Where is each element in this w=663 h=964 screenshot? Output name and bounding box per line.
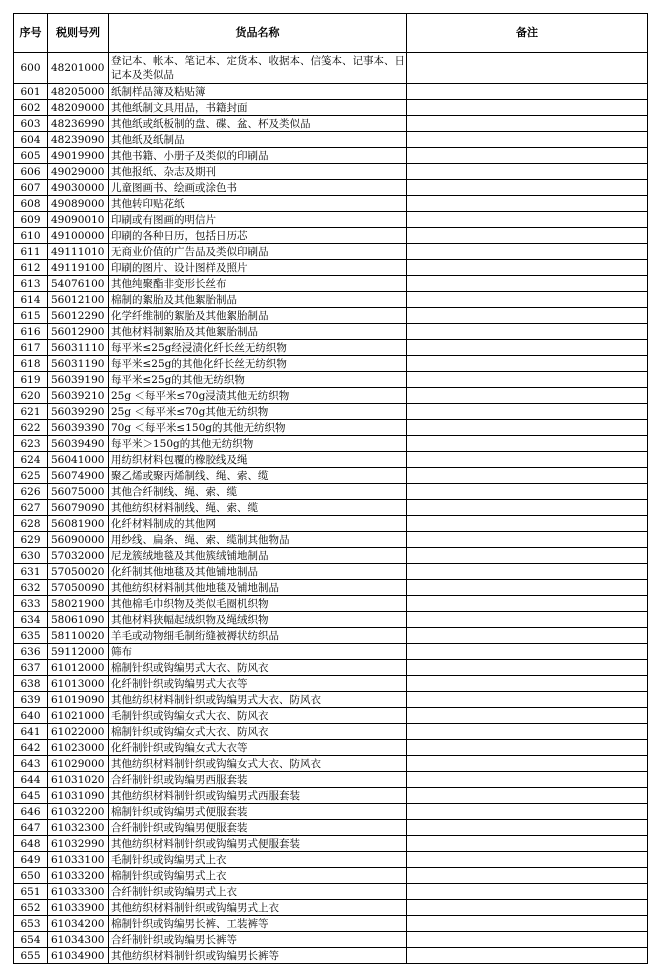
table-row: [14, 772, 648, 788]
row-note: [407, 388, 648, 404]
row-name: 化纤制其他地毯及其他铺地制品: [109, 564, 407, 580]
table-row: [14, 388, 648, 404]
row-name: 其他材料狭幅起绒织物及绳绒织物: [109, 612, 407, 628]
row-note: [407, 580, 648, 596]
row-seq: 621: [14, 404, 48, 420]
row-note: [407, 452, 648, 468]
table-row: [14, 836, 648, 852]
row-note: [407, 772, 648, 788]
row-note: [407, 548, 648, 564]
row-name: 毛制针织或钩编女式大衣、防风衣: [109, 708, 407, 724]
row-seq: 614: [14, 292, 48, 308]
row-code: 49019900: [48, 148, 109, 164]
header-note: 备注: [407, 14, 648, 53]
row-code: 58061090: [48, 612, 109, 628]
row-seq: 607: [14, 180, 48, 196]
row-name: 化纤制针织或钩编女式大衣等: [109, 740, 407, 756]
row-seq: 653: [14, 916, 48, 932]
table-row: [14, 532, 648, 548]
table-row: [14, 868, 648, 884]
row-note: [407, 260, 648, 276]
table-row: [14, 820, 648, 836]
row-seq: 632: [14, 580, 48, 596]
table-row: [14, 148, 648, 164]
header-code: 税则号列: [48, 14, 109, 53]
table-row: [14, 612, 648, 628]
row-code: 61032200: [48, 804, 109, 820]
row-name: 化纤制针织或钩编男式大衣等: [109, 676, 407, 692]
header-row: [14, 14, 648, 53]
row-code: 61023000: [48, 740, 109, 756]
row-seq: 646: [14, 804, 48, 820]
row-name: 化纤材料制成的其他网: [109, 516, 407, 532]
row-note: [407, 292, 648, 308]
table-row: [14, 628, 648, 644]
table-row: [14, 356, 648, 372]
row-seq: 627: [14, 500, 48, 516]
row-seq: 616: [14, 324, 48, 340]
row-name: 合纤制针织或钩编男便服套装: [109, 820, 407, 836]
table-row: [14, 788, 648, 804]
row-note: [407, 708, 648, 724]
row-code: 61031090: [48, 788, 109, 804]
table-row: [14, 420, 648, 436]
row-code: 61033300: [48, 884, 109, 900]
table-row: [14, 660, 648, 676]
row-note: [407, 740, 648, 756]
row-seq: 625: [14, 468, 48, 484]
row-name: 棉制针织或钩编女式大衣、防风衣: [109, 724, 407, 740]
header-seq: 序号: [14, 14, 48, 53]
row-note: [407, 340, 648, 356]
table-row: [14, 564, 648, 580]
row-note: [407, 132, 648, 148]
row-code: 56039190: [48, 372, 109, 388]
row-name: 其他转印贴花纸: [109, 196, 407, 212]
row-seq: 643: [14, 756, 48, 772]
row-note: [407, 420, 648, 436]
row-name: 其他纺织材料制其他地毯及铺地制品: [109, 580, 407, 596]
row-name: 其他合纤制线、绳、索、缆: [109, 484, 407, 500]
row-seq: 654: [14, 932, 48, 948]
row-seq: 618: [14, 356, 48, 372]
row-name: 用纺织材料包覆的橡胶线及绳: [109, 452, 407, 468]
table-row: [14, 260, 648, 276]
row-note: [407, 148, 648, 164]
row-seq: 629: [14, 532, 48, 548]
table-row: [14, 740, 648, 756]
row-seq: 613: [14, 276, 48, 292]
row-seq: 602: [14, 100, 48, 116]
row-code: 56031110: [48, 340, 109, 356]
row-seq: 622: [14, 420, 48, 436]
row-seq: 642: [14, 740, 48, 756]
row-seq: 648: [14, 836, 48, 852]
row-code: 56012900: [48, 324, 109, 340]
row-name: 25g ＜每平米≤70g其他无纺织物: [109, 404, 407, 420]
row-name: 棉制针织或钩编男式便服套装: [109, 804, 407, 820]
row-code: 49090010: [48, 212, 109, 228]
row-note: [407, 820, 648, 836]
row-name: 其他纸或纸板制的盘、碟、盆、杯及类似品: [109, 116, 407, 132]
row-code: 61012000: [48, 660, 109, 676]
row-seq: 635: [14, 628, 48, 644]
table-row: [14, 708, 648, 724]
table-row: [14, 596, 648, 612]
row-seq: 624: [14, 452, 48, 468]
table-row: [14, 212, 648, 228]
row-code: 56039490: [48, 436, 109, 452]
row-name: 每平米≤25g经浸渍化纤长丝无纺织物: [109, 340, 407, 356]
row-seq: 600: [14, 53, 48, 84]
table-row: [14, 324, 648, 340]
row-name: 化学纤维制的絮胎及其他絮胎制品: [109, 308, 407, 324]
row-name: 其他报纸、杂志及期刊: [109, 164, 407, 180]
table-row: [14, 404, 648, 420]
row-code: 61021000: [48, 708, 109, 724]
table-row: [14, 116, 648, 132]
row-seq: 623: [14, 436, 48, 452]
row-seq: 620: [14, 388, 48, 404]
row-seq: 638: [14, 676, 48, 692]
row-note: [407, 836, 648, 852]
row-name: 羊毛或动物细毛制绗缝被褥状纺织品: [109, 628, 407, 644]
table-row: [14, 292, 648, 308]
row-note: [407, 244, 648, 260]
table-row: [14, 53, 648, 84]
row-name: 合纤制针织或钩编男长裤等: [109, 932, 407, 948]
row-note: [407, 276, 648, 292]
table-row: [14, 452, 648, 468]
row-code: 61033200: [48, 868, 109, 884]
table-row: [14, 948, 648, 964]
row-name: 其他纺织材料制针织或钩编男长裤等: [109, 948, 407, 964]
row-code: 49029000: [48, 164, 109, 180]
row-name: 其他棉毛巾织物及类似毛圈机织物: [109, 596, 407, 612]
row-seq: 619: [14, 372, 48, 388]
goods-table: [13, 13, 648, 964]
row-note: [407, 180, 648, 196]
row-name: 毛制针织或钩编男式上衣: [109, 852, 407, 868]
row-name: 合纤制针织或钩编男式上衣: [109, 884, 407, 900]
row-note: [407, 372, 648, 388]
row-note: [407, 516, 648, 532]
row-code: 49089000: [48, 196, 109, 212]
table-row: [14, 724, 648, 740]
row-note: [407, 916, 648, 932]
row-name: 其他书籍、小册子及类似的印刷品: [109, 148, 407, 164]
table-row: [14, 228, 648, 244]
table-row: [14, 900, 648, 916]
row-name: 其他纺织材料制针织或钩编男式便服套装: [109, 836, 407, 852]
row-code: 49119100: [48, 260, 109, 276]
table-row: [14, 340, 648, 356]
row-seq: 636: [14, 644, 48, 660]
row-code: 61013000: [48, 676, 109, 692]
row-name: 每平米＞150g的其他无纺织物: [109, 436, 407, 452]
row-note: [407, 116, 648, 132]
row-code: 61019090: [48, 692, 109, 708]
row-note: [407, 564, 648, 580]
row-name: 纸制样品簿及粘贴簿: [109, 84, 407, 100]
row-code: 56031190: [48, 356, 109, 372]
row-code: 48209000: [48, 100, 109, 116]
row-note: [407, 356, 648, 372]
row-code: 58021900: [48, 596, 109, 612]
row-seq: 639: [14, 692, 48, 708]
row-code: 49111010: [48, 244, 109, 260]
row-note: [407, 644, 648, 660]
row-note: [407, 788, 648, 804]
row-code: 54076100: [48, 276, 109, 292]
row-code: 56012290: [48, 308, 109, 324]
row-code: 57032000: [48, 548, 109, 564]
table-body: [14, 53, 648, 964]
table-row: [14, 244, 648, 260]
row-seq: 609: [14, 212, 48, 228]
row-code: 61032300: [48, 820, 109, 836]
row-name: 其他纺织材料制针织或钩编男式上衣: [109, 900, 407, 916]
row-code: 59112000: [48, 644, 109, 660]
row-seq: 608: [14, 196, 48, 212]
row-code: 61033100: [48, 852, 109, 868]
row-note: [407, 500, 648, 516]
row-name: 25g ＜每平米≤70g浸渍其他无纺织物: [109, 388, 407, 404]
row-note: [407, 932, 648, 948]
row-note: [407, 676, 648, 692]
row-code: 61034200: [48, 916, 109, 932]
row-seq: 633: [14, 596, 48, 612]
row-name: 尼龙簇绒地毯及其他簇绒铺地制品: [109, 548, 407, 564]
table-row: [14, 196, 648, 212]
row-code: 56090000: [48, 532, 109, 548]
row-code: 57050020: [48, 564, 109, 580]
table-row: [14, 308, 648, 324]
row-seq: 630: [14, 548, 48, 564]
row-note: [407, 660, 648, 676]
table-row: [14, 132, 648, 148]
row-name: 印刷的图片、设计图样及照片: [109, 260, 407, 276]
table-row: [14, 100, 648, 116]
table-row: [14, 644, 648, 660]
table-row: [14, 500, 648, 516]
row-code: 48201000: [48, 53, 109, 84]
table-row: [14, 436, 648, 452]
row-seq: 649: [14, 852, 48, 868]
row-name: 合纤制针织或钩编男西服套装: [109, 772, 407, 788]
row-code: 56012100: [48, 292, 109, 308]
row-seq: 647: [14, 820, 48, 836]
row-seq: 612: [14, 260, 48, 276]
row-name: 每平米≤25g的其他无纺织物: [109, 372, 407, 388]
row-note: [407, 852, 648, 868]
table-row: [14, 84, 648, 100]
row-seq: 615: [14, 308, 48, 324]
row-note: [407, 948, 648, 964]
row-name: 其他纺织材料制线、绳、索、缆: [109, 500, 407, 516]
row-note: [407, 532, 648, 548]
table-row: [14, 852, 648, 868]
row-name: 每平米≤25g的其他化纤长丝无纺织物: [109, 356, 407, 372]
row-seq: 640: [14, 708, 48, 724]
row-name: 印刷或有图画的明信片: [109, 212, 407, 228]
row-note: [407, 53, 648, 84]
row-seq: 652: [14, 900, 48, 916]
table-row: [14, 164, 648, 180]
row-note: [407, 724, 648, 740]
table-row: [14, 580, 648, 596]
row-note: [407, 900, 648, 916]
row-name: 其他材料制絮胎及其他絮胎制品: [109, 324, 407, 340]
row-seq: 637: [14, 660, 48, 676]
row-seq: 603: [14, 116, 48, 132]
row-name: 棉制针织或钩编男式大衣、防风衣: [109, 660, 407, 676]
table-row: [14, 756, 648, 772]
row-note: [407, 596, 648, 612]
row-seq: 650: [14, 868, 48, 884]
row-note: [407, 468, 648, 484]
row-seq: 634: [14, 612, 48, 628]
row-name: 无商业价值的广告品及类似印刷品: [109, 244, 407, 260]
table-row: [14, 180, 648, 196]
row-code: 61034900: [48, 948, 109, 964]
row-note: [407, 884, 648, 900]
row-note: [407, 228, 648, 244]
table-row: [14, 548, 648, 564]
row-code: 56041000: [48, 452, 109, 468]
row-seq: 631: [14, 564, 48, 580]
row-code: 48239090: [48, 132, 109, 148]
table-row: [14, 932, 648, 948]
row-code: 56075000: [48, 484, 109, 500]
row-code: 61029000: [48, 756, 109, 772]
row-seq: 626: [14, 484, 48, 500]
row-name: 其他纺织材料制针织或钩编女式大衣、防风衣: [109, 756, 407, 772]
row-note: [407, 436, 648, 452]
table-row: [14, 692, 648, 708]
row-code: 48205000: [48, 84, 109, 100]
row-name: 用纱线、扁条、绳、索、缆制其他物品: [109, 532, 407, 548]
row-note: [407, 628, 648, 644]
table-row: [14, 484, 648, 500]
row-note: [407, 196, 648, 212]
row-note: [407, 404, 648, 420]
row-seq: 610: [14, 228, 48, 244]
row-code: 57050090: [48, 580, 109, 596]
row-seq: 651: [14, 884, 48, 900]
row-code: 56039390: [48, 420, 109, 436]
row-seq: 606: [14, 164, 48, 180]
row-name: 其他纺织材料制针织或钩编男式大衣、防风衣: [109, 692, 407, 708]
row-name: 其他纸及纸制品: [109, 132, 407, 148]
row-name: 棉制针织或钩编男长裤、工装裤等: [109, 916, 407, 932]
row-code: 58110020: [48, 628, 109, 644]
row-note: [407, 212, 648, 228]
row-note: [407, 84, 648, 100]
table-row: [14, 804, 648, 820]
row-note: [407, 756, 648, 772]
row-seq: 655: [14, 948, 48, 964]
row-code: 56039210: [48, 388, 109, 404]
row-note: [407, 868, 648, 884]
table-row: [14, 468, 648, 484]
row-code: 56074900: [48, 468, 109, 484]
row-seq: 641: [14, 724, 48, 740]
table-row: [14, 516, 648, 532]
row-code: 61032990: [48, 836, 109, 852]
row-seq: 617: [14, 340, 48, 356]
row-note: [407, 100, 648, 116]
row-name: 其他纯聚酯非变形长丝布: [109, 276, 407, 292]
table-row: [14, 372, 648, 388]
row-name: 印刷的各种日历，包括日历芯: [109, 228, 407, 244]
row-code: 56039290: [48, 404, 109, 420]
row-code: 49030000: [48, 180, 109, 196]
row-name: 棉制的絮胎及其他絮胎制品: [109, 292, 407, 308]
row-name: 70g ＜每平米≤150g的其他无纺织物: [109, 420, 407, 436]
row-seq: 604: [14, 132, 48, 148]
row-note: [407, 804, 648, 820]
row-name: 其他纸制文具用品，书籍封面: [109, 100, 407, 116]
row-code: 61033900: [48, 900, 109, 916]
table-row: [14, 916, 648, 932]
row-seq: 645: [14, 788, 48, 804]
row-code: 61022000: [48, 724, 109, 740]
table-row: [14, 676, 648, 692]
row-code: 56081900: [48, 516, 109, 532]
row-code: 61034300: [48, 932, 109, 948]
row-seq: 628: [14, 516, 48, 532]
row-name: 登记本、帐本、笔记本、定货本、收据本、信笺本、记事本、日记本及类似品: [109, 53, 407, 84]
row-note: [407, 484, 648, 500]
row-note: [407, 164, 648, 180]
header-name: 货品名称: [109, 14, 407, 53]
row-code: 49100000: [48, 228, 109, 244]
table-row: [14, 884, 648, 900]
row-name: 聚乙烯或聚丙烯制线、绳、索、缆: [109, 468, 407, 484]
row-name: 儿童图画书、绘画或涂色书: [109, 180, 407, 196]
table-row: [14, 276, 648, 292]
row-name: 其他纺织材料制针织或钩编男式西服套装: [109, 788, 407, 804]
row-seq: 601: [14, 84, 48, 100]
row-code: 61031020: [48, 772, 109, 788]
row-seq: 644: [14, 772, 48, 788]
row-code: 48236990: [48, 116, 109, 132]
row-name: 棉制针织或钩编男式上衣: [109, 868, 407, 884]
row-note: [407, 308, 648, 324]
row-seq: 611: [14, 244, 48, 260]
row-note: [407, 692, 648, 708]
row-seq: 605: [14, 148, 48, 164]
row-name: 筛布: [109, 644, 407, 660]
row-note: [407, 612, 648, 628]
row-note: [407, 324, 648, 340]
row-code: 56079090: [48, 500, 109, 516]
